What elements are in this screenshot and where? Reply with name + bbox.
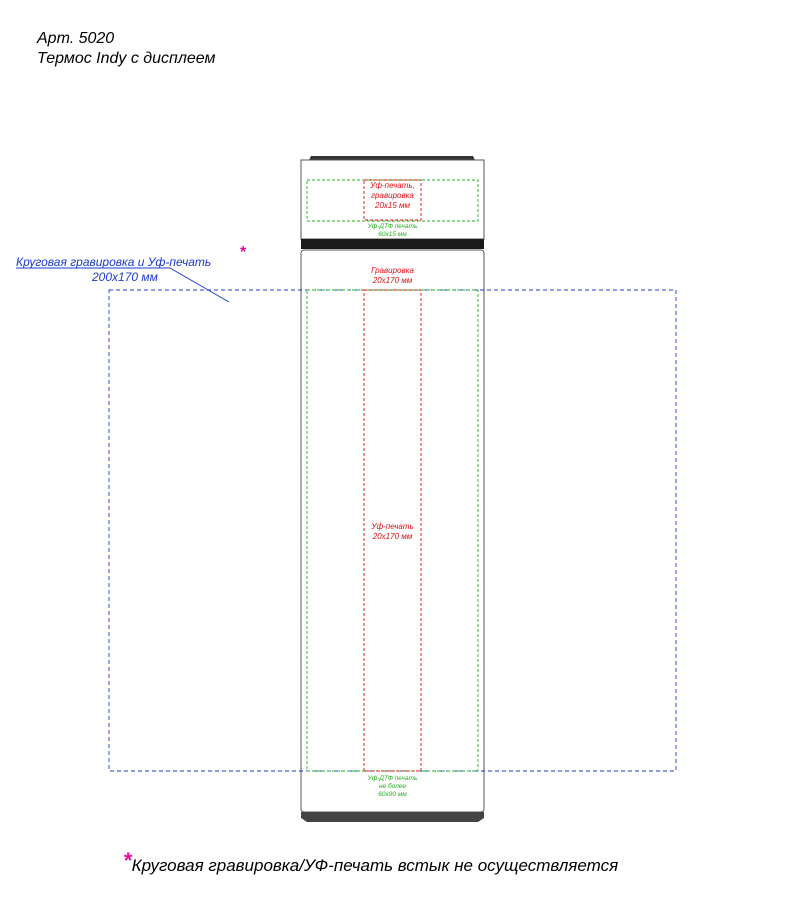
- circular-asterisk: *: [240, 244, 247, 261]
- body-engraving-label: [350, 266, 435, 286]
- display-band: [301, 239, 484, 249]
- body-engraving-size: 20х170 мм: [372, 276, 413, 285]
- body-uv-label: [350, 522, 435, 542]
- lid-uv-dtf-label: [350, 223, 435, 239]
- body-uv-dtf-line1: Уф-ДТФ печать: [367, 775, 418, 782]
- lid-uv-engraving-size: 20х15 мм: [375, 201, 410, 210]
- lid-uv-engraving-line2: гравировка: [371, 191, 414, 200]
- circular-size: 200х170 мм: [92, 270, 158, 284]
- body-engraving-line1: Гравировка: [371, 266, 414, 275]
- body-uv-dtf-label: [345, 775, 440, 799]
- body-base: [301, 812, 484, 822]
- body-uv-size: 20х170 мм: [372, 532, 413, 541]
- footnote-text: Круговая гравировка/УФ-печать встык не осуществляется: [131, 856, 619, 875]
- body-uv-line1: Уф-печать: [371, 522, 414, 531]
- lid-uv-engraving-label: [354, 181, 431, 211]
- circular-leader-line: [170, 268, 229, 302]
- lid-uv-engraving-line1: Уф-печать,: [370, 181, 415, 190]
- lid-uv-dtf-line1: Уф-ДТФ печать: [367, 223, 418, 230]
- footnote-asterisk: *: [123, 848, 132, 873]
- lid-uv-dtf-size: 60х15 мм: [378, 231, 407, 238]
- footnote: [123, 848, 618, 876]
- body-uv-dtf-line2: не более: [378, 783, 407, 790]
- lid-top-cap: [309, 156, 475, 160]
- circular-title: Круговая гравировка и Уф-печать: [16, 255, 212, 269]
- article-number: Арт. 5020: [37, 30, 115, 47]
- body-uv-dtf-size: 60х90 мм: [378, 791, 407, 798]
- product-name: Термос Indy с дисплеем: [37, 50, 216, 67]
